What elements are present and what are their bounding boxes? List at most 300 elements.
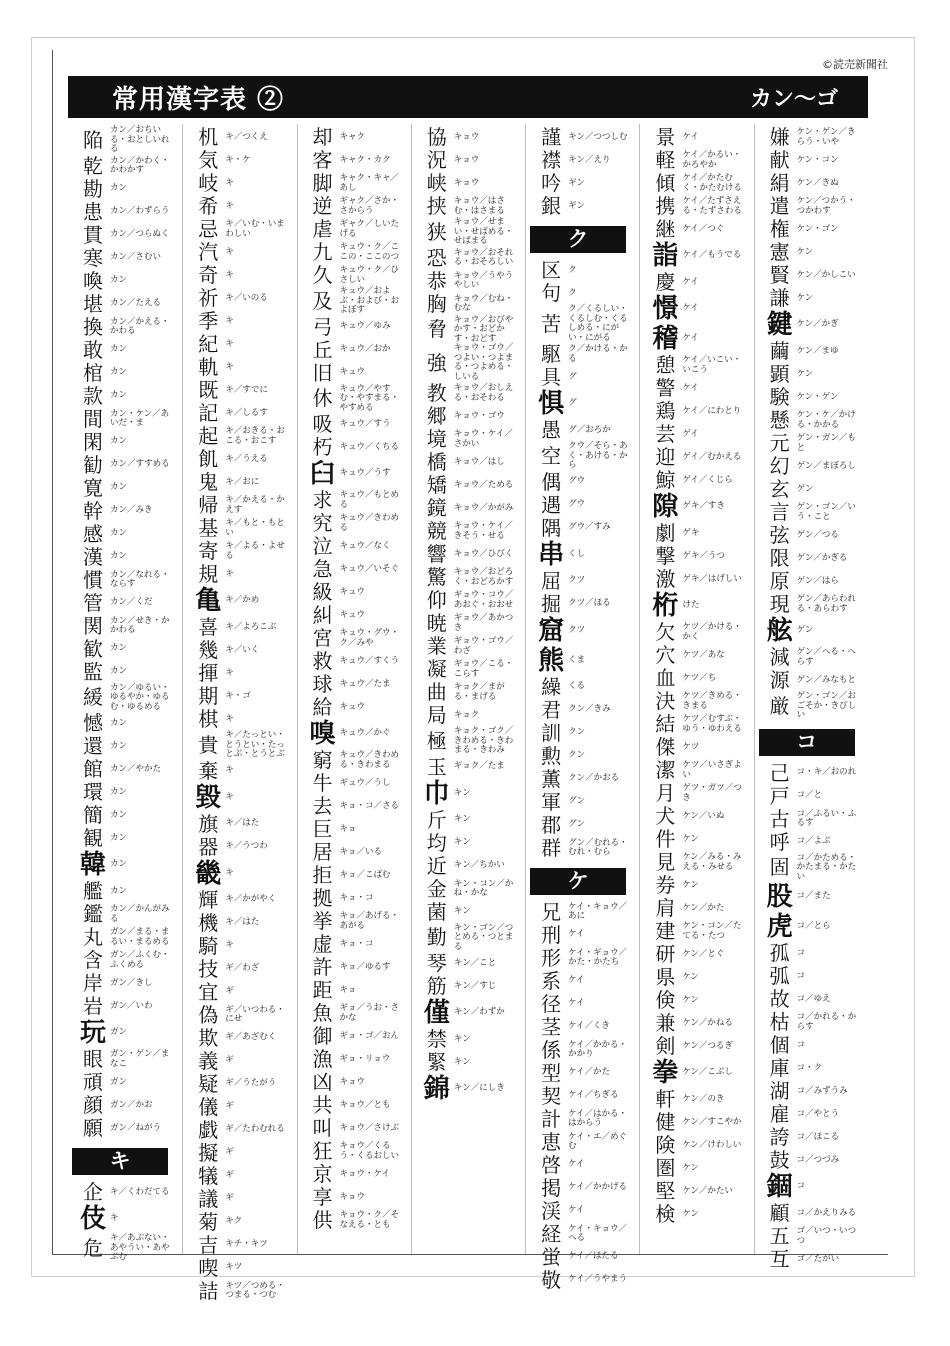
kanji-entry <box>767 264 864 287</box>
kanji-character: 球 <box>312 672 333 696</box>
kanji-character: 窮 <box>312 748 333 772</box>
kanji-reading: キン／すじ <box>453 980 497 991</box>
kanji-reading: キョウ／ためる <box>453 479 514 490</box>
kanji-character: 驚 <box>426 565 447 589</box>
kanji-character: 寒 <box>83 245 103 270</box>
kanji-entry <box>195 471 292 494</box>
kanji-character: 韓 <box>80 850 107 880</box>
kanji-reading: カン／みき <box>110 505 153 516</box>
kanji-reading: キ／つくえ <box>225 131 268 142</box>
kanji-reading: ギン <box>568 177 585 188</box>
kanji-character: 区 <box>541 258 562 282</box>
kanji-entry <box>652 149 749 172</box>
kanji-character: 玩 <box>80 1018 107 1048</box>
kanji-entry <box>310 316 407 339</box>
kanji-entry <box>310 581 407 604</box>
kanji-entry <box>538 149 635 172</box>
kanji-character: 穴 <box>655 643 676 667</box>
kanji-entry <box>424 218 521 247</box>
kanji-reading: カン／なれる・ならす <box>110 569 170 589</box>
kanji-entry <box>538 195 635 218</box>
kanji-entry <box>80 500 178 523</box>
kanji-reading: ギ／たわむれる <box>225 1124 285 1135</box>
kanji-character: 軍 <box>541 789 562 814</box>
kanji-entry <box>767 287 864 310</box>
kanji-character: 企 <box>83 1180 103 1204</box>
kanji-character: 吸 <box>312 412 333 436</box>
kanji-character: 巾 <box>423 778 450 809</box>
kanji-character: 検 <box>655 1202 676 1226</box>
kanji-reading: キョ・コ <box>339 892 374 903</box>
kanji-entry <box>652 713 749 736</box>
kanji-reading: キョク／まがる・まげる <box>453 682 505 702</box>
kanji-reading: カン <box>110 183 128 194</box>
kanji-character: 敢 <box>83 337 103 362</box>
kanji-reading: キン <box>453 814 471 825</box>
kanji-character: 犬 <box>655 804 676 828</box>
kanji-character: 義 <box>198 1048 219 1073</box>
kanji-character: 倹 <box>655 988 676 1012</box>
kanji-entry <box>310 459 407 489</box>
kanji-entry <box>80 431 178 454</box>
kanji-reading: ケイ・キョウ／あに <box>568 901 627 921</box>
kanji-reading: キュウ／くちる <box>339 441 400 452</box>
kanji-entry <box>310 241 407 264</box>
kanji-entry <box>538 1154 635 1177</box>
kanji-character: 傾 <box>655 171 676 195</box>
kanji-reading: キュウ／なく <box>339 540 391 551</box>
kanji-entry <box>538 1108 635 1131</box>
kanji-reading: クツ／ほる <box>568 598 611 609</box>
kanji-reading: ゲン／つる <box>796 529 839 540</box>
kanji-entry <box>424 293 521 316</box>
kanji-reading: ケイ／かた <box>568 1067 610 1078</box>
kanji-character: 琴 <box>426 951 447 975</box>
kanji-character: 隅 <box>541 515 562 540</box>
kanji-entry <box>310 1048 407 1071</box>
kanji-entry <box>424 727 521 756</box>
kanji-reading: ガン／まる・まるい・まるめる <box>110 927 170 947</box>
kanji-character: 見 <box>655 850 676 874</box>
kanji-reading: キ <box>225 713 234 724</box>
kanji-entry <box>310 1163 407 1186</box>
kanji-character: 究 <box>312 511 333 535</box>
kanji-entry <box>538 259 635 282</box>
kanji-character: 菊 <box>198 1209 219 1234</box>
kanji-character: 急 <box>312 557 333 581</box>
kanji-reading: コ／ふるい・ふるす <box>796 808 857 828</box>
kanji-entry <box>767 1126 864 1149</box>
kanji-entry <box>80 735 178 758</box>
kanji-reading: ギン <box>568 200 585 211</box>
kanji-reading: キ <box>225 940 234 951</box>
kanji-column <box>68 124 182 1262</box>
kanji-entry <box>767 241 864 264</box>
kanji-reading: ゲン／あらわれる・あらわす <box>796 594 856 614</box>
kanji-entry <box>424 428 521 451</box>
kanji-reading: ギュウ／うし <box>339 777 391 788</box>
kanji-character: 拳 <box>652 1058 679 1088</box>
kanji-entry <box>195 379 292 402</box>
kanji-character: 肩 <box>655 896 676 920</box>
kanji-character: 宜 <box>198 979 219 1004</box>
kanji-entry <box>80 385 178 408</box>
kanji-reading: キュウ・ク／ここの・ここのつ <box>339 242 400 262</box>
kanji-entry <box>80 1071 178 1094</box>
kanji-reading: カン <box>110 528 128 539</box>
kanji-entry <box>80 155 178 178</box>
kanji-reading: カン <box>110 551 128 562</box>
kanji-entry <box>310 385 407 414</box>
kanji-reading: キ／いのる <box>225 292 268 303</box>
kanji-reading: キン／こと <box>453 957 497 968</box>
kanji-character: 雇 <box>769 1102 790 1126</box>
kanji-entry <box>652 1157 749 1180</box>
kanji-entry <box>767 762 864 785</box>
kanji-entry <box>767 831 864 854</box>
kanji-reading: ケン／けわしい <box>682 1139 742 1150</box>
kanji-character: 銀 <box>541 194 562 218</box>
kanji-character: 願 <box>83 1116 103 1140</box>
kanji-reading: カン <box>110 482 128 493</box>
kanji-character: 刑 <box>541 922 562 947</box>
kanji-entry <box>652 1035 749 1058</box>
kanji-entry <box>195 402 292 425</box>
kanji-character: 飢 <box>198 447 219 471</box>
kanji-reading: キュウ／おか <box>339 344 391 355</box>
kanji-entry <box>767 593 864 616</box>
kanji-character: 共 <box>312 1093 333 1117</box>
kanji-entry <box>195 149 292 172</box>
kanji-reading: キョウ <box>453 177 480 188</box>
kanji-character: 群 <box>541 835 562 860</box>
kanji-entry <box>310 604 407 627</box>
kanji-character: 管 <box>83 590 103 615</box>
kanji-character: 減 <box>769 645 790 669</box>
kanji-entry <box>652 667 749 690</box>
kanji-character: 机 <box>198 125 219 149</box>
kanji-entry <box>80 661 178 684</box>
kanji-character: 関 <box>83 613 103 638</box>
kanji-character: 茎 <box>541 1014 562 1039</box>
kanji-character: 郷 <box>426 404 447 428</box>
kanji-entry <box>538 305 635 343</box>
kanji-character: 叫 <box>312 1116 333 1140</box>
kanji-entry <box>310 864 407 887</box>
kanji-reading: キュウ・グウ・ク／みや <box>339 628 400 648</box>
kanji-entry <box>538 1016 635 1039</box>
kanji-reading: カン <box>110 832 128 843</box>
kanji-entry <box>767 785 864 808</box>
kanji-character: 鬼 <box>198 470 219 494</box>
kanji-reading: キン／ちかい <box>453 860 505 871</box>
kanji-character: 去 <box>312 794 333 818</box>
kanji-reading: ケン <box>796 368 814 379</box>
kanji-reading: キュウ・ク／ひさしい <box>339 265 400 285</box>
kanji-entry <box>310 287 407 316</box>
kanji-entry <box>652 1058 749 1088</box>
kanji-entry <box>538 471 635 494</box>
kanji-entry <box>310 172 407 195</box>
kanji-reading: キ／おきる・おこる・おこす <box>225 426 285 446</box>
kanji-entry <box>195 731 292 760</box>
kanji-character: 嗅 <box>309 719 336 749</box>
kanji-entry <box>310 979 407 1002</box>
kanji-character: 極 <box>426 728 447 753</box>
kanji-entry <box>652 1203 749 1226</box>
kanji-reading: ギョ・リョウ <box>339 1053 391 1064</box>
kanji-character: 継 <box>655 217 676 241</box>
section-header: キ <box>72 1148 168 1175</box>
kanji-character: 稽 <box>652 324 679 354</box>
kanji-entry <box>195 287 292 310</box>
kanji-column <box>297 124 411 1254</box>
kanji-entry <box>424 316 521 345</box>
kanji-entry <box>652 1111 749 1134</box>
kanji-reading: ギ <box>225 1101 234 1112</box>
kanji-reading: キョウ・ク／そなえる・とも <box>339 1210 400 1230</box>
kanji-entry <box>767 1034 864 1057</box>
kanji-reading: キン／えり <box>568 154 611 165</box>
kanji-reading: キ／しるす <box>225 407 268 418</box>
kanji-entry <box>652 736 749 759</box>
kanji-reading: ギ／うたがう <box>225 1078 277 1089</box>
kanji-entry <box>538 442 635 471</box>
kanji-character: 狂 <box>312 1139 333 1163</box>
kanji-entry <box>652 195 749 218</box>
kanji-reading: キュウ <box>339 609 366 620</box>
kanji-reading: キン・コン／かね・かな <box>453 878 514 898</box>
kanji-character: 距 <box>312 978 333 1002</box>
kanji-entry <box>80 1204 178 1234</box>
kanji-character: 互 <box>769 1247 790 1271</box>
kanji-entry <box>652 294 749 324</box>
kanji-character: 気 <box>198 148 219 172</box>
kanji-reading: キョ <box>339 823 357 834</box>
kanji-character: 勘 <box>83 176 103 201</box>
kanji-reading: ゲン・ゴン／おごそか・きびしい <box>796 691 857 720</box>
kanji-entry <box>195 126 292 149</box>
kanji-entry <box>424 1051 521 1074</box>
kanji-character: 吟 <box>541 171 562 195</box>
kanji-entry <box>310 696 407 719</box>
kanji-reading: キ <box>225 338 234 349</box>
kanji-entry <box>652 1134 749 1157</box>
kanji-character: 競 <box>426 519 447 543</box>
kanji-reading: ギ <box>225 986 234 997</box>
kanji-entry <box>767 386 864 409</box>
kanji-entry <box>767 1225 864 1248</box>
kanji-entry <box>767 570 864 593</box>
kanji-reading: ケイ／かかる・かかり <box>568 1039 627 1059</box>
kanji-reading: コ <box>796 970 806 981</box>
page-title: 常用漢字表 ② <box>112 84 285 115</box>
kanji-reading: ケン／かねる <box>682 1017 733 1028</box>
kanji-entry <box>80 339 178 362</box>
kanji-reading: ケイ／かかげる <box>568 1182 627 1193</box>
kanji-entry <box>538 722 635 745</box>
kanji-entry <box>652 423 749 446</box>
kanji-reading: コ／ほこる <box>796 1131 840 1142</box>
kanji-character: 居 <box>312 840 333 864</box>
kanji-reading: ケイ <box>568 998 585 1009</box>
kanji-character: 御 <box>312 1024 333 1048</box>
kanji-character: 境 <box>426 427 447 451</box>
kanji-entry <box>80 949 178 972</box>
kanji-entry <box>424 344 521 382</box>
kanji-reading: キ・ゴ <box>225 690 251 701</box>
kanji-entry <box>652 446 749 469</box>
kanji-character: 儀 <box>198 1094 219 1119</box>
kanji-entry <box>80 224 178 247</box>
kanji-character: 吉 <box>198 1232 219 1257</box>
kanji-entry <box>310 772 407 795</box>
kanji-character: 旧 <box>312 360 333 385</box>
kanji-reading: グ <box>568 371 577 382</box>
kanji-character: 決 <box>655 689 676 713</box>
kanji-character: 古 <box>769 806 790 831</box>
kanji-entry <box>652 271 749 294</box>
kanji-reading: キ <box>225 177 234 188</box>
kanji-character: 県 <box>655 965 676 989</box>
kanji-entry <box>767 218 864 241</box>
kanji-reading: ケン／つるぎ <box>682 1040 733 1051</box>
kanji-reading: ケイ <box>568 929 585 940</box>
kanji-character: 玄 <box>769 477 790 501</box>
kanji-character: 撃 <box>655 544 676 568</box>
kanji-reading: コ／と <box>796 790 823 801</box>
kanji-reading: キョウ・ケイ／きそう・せる <box>453 521 513 541</box>
kanji-entry <box>424 658 521 681</box>
kanji-character: 款 <box>83 383 103 408</box>
kanji-entry <box>424 195 521 218</box>
kanji-character: 感 <box>83 521 103 546</box>
kanji-reading: キン <box>453 787 471 798</box>
kanji-entry <box>424 1028 521 1051</box>
kanji-entry <box>310 195 407 218</box>
kanji-entry <box>195 494 292 517</box>
kanji-reading: カン／すすめる <box>110 459 170 470</box>
kanji-reading: ケン／とぐ <box>682 948 725 959</box>
kanji-reading: キン・ゴン／つとめる・つとまる <box>453 922 514 952</box>
kanji-character: 孤 <box>769 941 790 965</box>
kanji-entry <box>80 178 178 201</box>
kanji-entry <box>80 781 178 804</box>
kanji-reading: キツ／つめる・つまる・つむ <box>225 1280 285 1300</box>
kanji-character: 含 <box>83 948 103 972</box>
kanji-reading: キュウ／およぶ・および・およぼす <box>339 286 400 315</box>
kanji-character: 貫 <box>83 222 103 247</box>
kanji-character: 教 <box>426 381 447 405</box>
kanji-entry <box>767 882 864 912</box>
kanji-character: 患 <box>83 199 103 224</box>
kanji-entry <box>767 646 864 669</box>
kanji-character: 句 <box>541 281 562 305</box>
kanji-character: 犠 <box>198 1163 219 1188</box>
kanji-entry <box>538 1085 635 1108</box>
kanji-entry <box>767 942 864 965</box>
kanji-reading: ギ／わざ <box>225 963 260 974</box>
kanji-character: 敬 <box>541 1267 562 1292</box>
kanji-reading: コ <box>796 1039 806 1050</box>
kanji-reading: コ／とら <box>796 921 831 932</box>
kanji-character: 迎 <box>655 445 676 469</box>
kanji-reading: キュウ／すう <box>339 418 391 429</box>
section-header: コ <box>759 729 855 756</box>
kanji-character: 弧 <box>769 964 790 988</box>
kanji-entry <box>767 1149 864 1172</box>
kanji-entry <box>80 362 178 385</box>
kanji-reading: キン <box>453 1033 471 1044</box>
kanji-entry <box>195 662 292 685</box>
kanji-reading: カン <box>110 740 128 751</box>
kanji-entry <box>80 523 178 546</box>
kanji-reading: グン／むれる・むれ・むら <box>568 837 628 857</box>
kanji-reading: キョク・ゴク／きわめる・きわまる・きわみ <box>453 726 514 755</box>
kanji-entry <box>310 264 407 287</box>
kanji-entry <box>80 712 178 735</box>
kanji-reading: ギ <box>225 1055 234 1066</box>
kanji-entry <box>310 218 407 241</box>
kanji-reading: ギョ／うお・さかな <box>339 1003 400 1023</box>
kanji-reading: ク／くるしい・くるしむ・くるしめる・にがい・にがる <box>568 304 628 343</box>
kanji-entry <box>80 1094 178 1117</box>
kanji-entry <box>80 316 178 339</box>
kanji-reading: キ／もと・もとい <box>225 518 285 538</box>
kanji-reading: ガン・ゲン／まなこ <box>110 1049 170 1069</box>
kanji-reading: コ／かれる・からす <box>796 1012 857 1032</box>
kanji-reading: キョウ／むね・むな <box>453 293 514 313</box>
kanji-reading: ケイ／いこい・いこう <box>682 355 742 375</box>
kanji-reading: ケイ <box>682 382 699 393</box>
kanji-entry <box>424 149 521 172</box>
kanji-character: 健 <box>655 1110 676 1134</box>
kanji-character: 祈 <box>198 286 219 310</box>
kanji-reading: ゲン／かぎる <box>796 552 848 563</box>
kanji-reading: ガン／ねがう <box>110 1122 162 1133</box>
kanji-character: 乾 <box>83 153 103 178</box>
kanji-character: 剣 <box>655 1034 676 1058</box>
kanji-reading: カン <box>110 717 128 728</box>
kanji-entry <box>538 791 635 814</box>
kanji-character: 漢 <box>83 544 103 569</box>
kanji-character: 激 <box>655 567 676 591</box>
kanji-entry <box>538 699 635 722</box>
kanji-character: 仰 <box>426 588 447 612</box>
kanji-character: 潔 <box>655 758 676 782</box>
kanji-entry <box>652 241 749 271</box>
kanji-entry <box>767 547 864 570</box>
kanji-reading: キョウ／はさむ・はさまる <box>453 196 505 216</box>
kanji-reading: ケン <box>796 246 814 257</box>
kanji-character: 輝 <box>198 887 219 912</box>
kanji-reading: カン <box>110 885 128 896</box>
kanji-reading: キン／わずか <box>453 1007 505 1018</box>
kanji-reading: キョウ／はし <box>453 456 505 467</box>
kanji-character: 偶 <box>541 469 562 494</box>
kanji-entry <box>538 366 635 389</box>
kanji-reading: ガン <box>110 1076 128 1087</box>
kanji-reading: キュウ／すくう <box>339 655 400 666</box>
kanji-reading: キ／たっとい・とうとい・たっとぶ・とうとぶ <box>225 730 285 759</box>
kanji-entry <box>310 887 407 910</box>
kanji-entry <box>80 1048 178 1071</box>
kanji-reading: キ／うえる <box>225 453 268 464</box>
kanji-entry <box>310 1025 407 1048</box>
kanji-entry <box>538 676 635 699</box>
kanji-character: 嫌 <box>769 125 790 149</box>
kanji-character: 奇 <box>198 263 219 287</box>
